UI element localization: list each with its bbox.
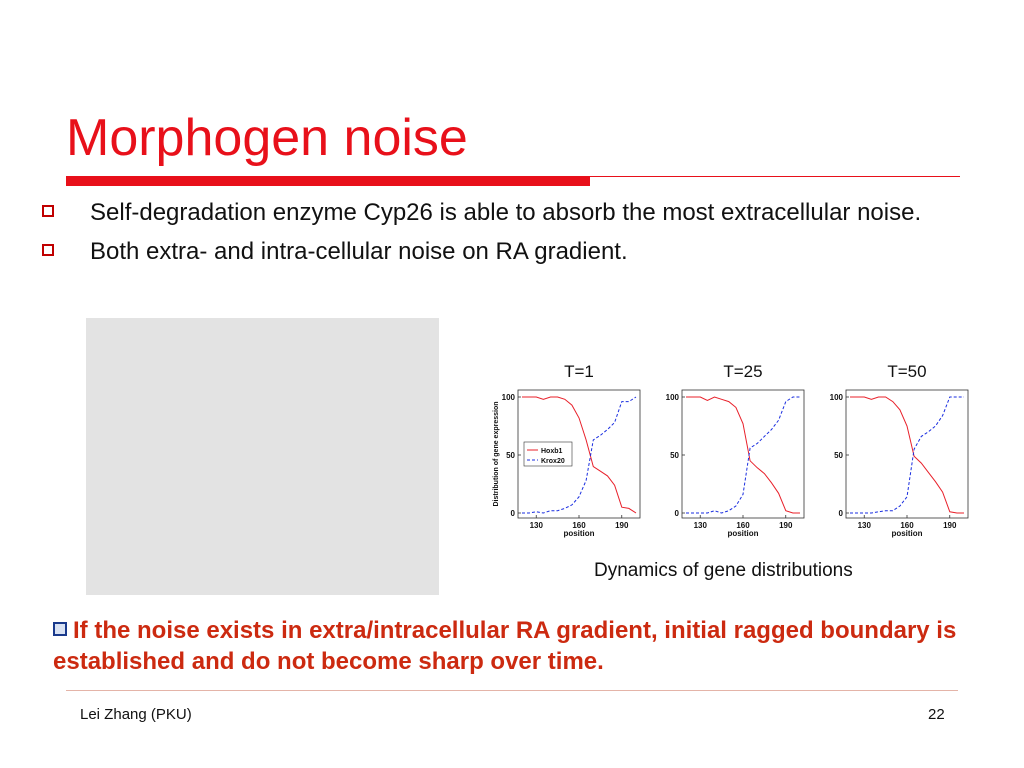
legend-label: Hoxb1	[541, 448, 563, 455]
image-placeholder	[86, 318, 439, 595]
y-tick-label: 0	[510, 509, 515, 518]
y-tick-label: 50	[834, 451, 843, 460]
x-tick-label: 130	[693, 521, 707, 530]
x-axis-label: position	[563, 529, 595, 538]
bullet-text: Self-degradation enzyme Cyp26 is able to absorb the most extracellular noise.	[90, 199, 922, 226]
title-underline-thick	[66, 176, 590, 186]
figure-caption: Dynamics of gene distributions	[594, 560, 853, 581]
bullet-list	[40, 196, 1000, 274]
title-underline-thin	[590, 176, 960, 177]
square-bullet-icon	[42, 244, 54, 256]
series-line-hoxb1	[686, 397, 800, 513]
chart-title: T=25	[723, 362, 763, 381]
footer-author: Lei Zhang (PKU)	[80, 706, 192, 723]
y-tick-label: 100	[665, 393, 679, 402]
x-axis-label: position	[727, 529, 759, 538]
x-tick-label: 160	[900, 521, 914, 530]
bullet-text: Both extra- and intra-cellular noise on RA gradient.	[90, 238, 628, 265]
y-tick-label: 0	[838, 509, 843, 518]
x-tick-label: 160	[736, 521, 750, 530]
y-tick-label: 0	[674, 509, 679, 518]
page-number: 22	[928, 706, 945, 723]
bullet-item	[40, 235, 1000, 268]
y-tick-label: 100	[829, 393, 843, 402]
x-tick-label: 190	[779, 521, 793, 530]
x-tick-label: 130	[529, 521, 543, 530]
x-axis-label: position	[891, 529, 923, 538]
x-tick-label: 190	[943, 521, 957, 530]
slide-title: Morphogen noise	[66, 109, 468, 167]
y-tick-label: 50	[670, 451, 679, 460]
square-bullet-icon	[42, 205, 54, 217]
plot-frame	[682, 390, 804, 518]
legend-label: Krox20	[541, 458, 565, 465]
chart-title: T=50	[887, 362, 927, 381]
plot-frame	[846, 390, 968, 518]
series-line-krox20	[850, 397, 964, 513]
conclusion-body: If the noise exists in extra/intracellular RA gradient, initial ragged boundary is established and do not become sharp over time.	[53, 617, 957, 675]
chart-panel-2	[666, 362, 804, 538]
series-line-hoxb1	[850, 397, 964, 513]
y-tick-label: 100	[501, 393, 515, 402]
gene-distribution-charts	[480, 350, 980, 550]
bullet-item	[40, 196, 1000, 229]
footer-divider	[66, 690, 958, 691]
chart-panel-3	[830, 362, 968, 538]
conclusion-text	[53, 615, 993, 677]
y-tick-label: 50	[506, 451, 515, 460]
series-line-krox20	[686, 397, 800, 513]
x-tick-label: 190	[615, 521, 629, 530]
chart-title: T=1	[564, 362, 594, 381]
y-axis-label: Distribution of gene expression	[493, 401, 500, 507]
x-tick-label: 160	[572, 521, 586, 530]
checkbox-bullet-icon	[53, 622, 67, 636]
x-tick-label: 130	[857, 521, 871, 530]
chart-panel-1	[493, 362, 640, 538]
